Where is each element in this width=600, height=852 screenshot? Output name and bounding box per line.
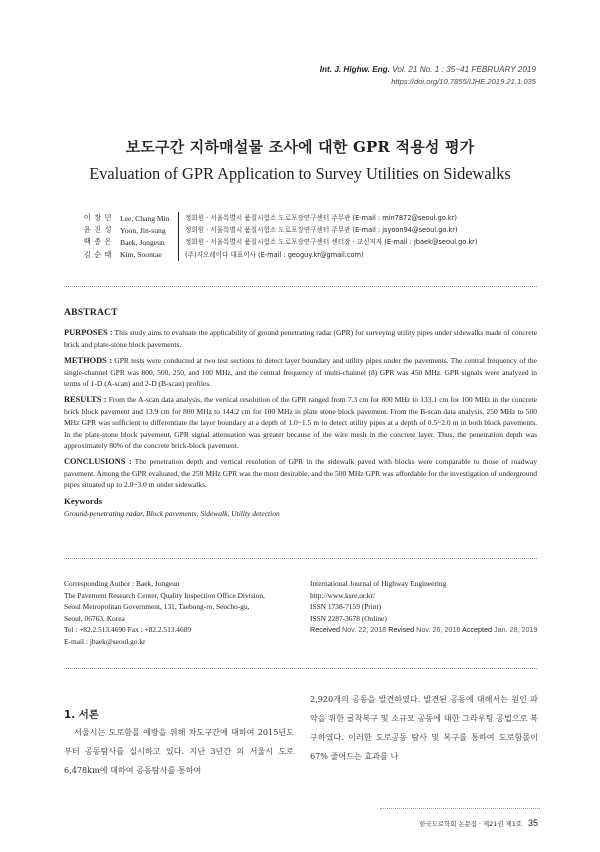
conclusions-label: CONCLUSIONS : <box>64 457 132 467</box>
corr-line: Seoul Metropolitan Government, 131, Taebong-ro, Seocho-gu, <box>64 602 250 612</box>
results-text: From the A-scan data analysis, the vertical resolution of the GPR ranged from 7.3 cm for 800 MHz to 133.1 cm for 100 MHz in the concrete brick block pavement and 13.9 cm for 800 MHz to 144.2 cm for 100 MHz in plate stone block pavement. From the B-scan data analysis, 250 MHz to 500 MHz GPR was sufficient to differentiate the layer boundary at a depth of 1.0~1.5 m to detect utility pipes at a depth of 0.5~2.0 m in both block pavements. In the plate-stone block pavement, GPR signal attenuation was greater because of the wire mesh in the concrete layer. Thus, the penetration depth was approximately 80% of the concrete brick-block pavement. <box>64 395 537 451</box>
author-affiliation: 정회원 · 서울특별시 품질시험소 도로포장연구센터 주무관 (E-mail : jsyoon94@seoul.go.kr) <box>178 224 458 236</box>
author-name-en: Baek, Jongeun <box>120 237 165 247</box>
conclusions-paragraph <box>64 456 537 490</box>
author-affiliation: 정회원 · 서울특별시 품질시험소 도로포장연구센터 센터장 · 교신저자 (E-mail : jbaek@seoul.go.kr) <box>178 236 477 248</box>
results-paragraph <box>64 394 537 451</box>
divider <box>64 558 537 559</box>
page-number: 35 <box>527 818 538 828</box>
title-korean: 보도구간 지하매설물 조사에 대한 GPR 적용성 평가 <box>125 138 475 156</box>
journal-volume: Vol. 21 No. 1 : 35~41 FEBRUARY 2019 <box>392 65 536 74</box>
author-name-en: Yoon, Jin-sung <box>120 225 166 235</box>
footer-divider <box>380 808 540 809</box>
revised-label: Revised <box>388 625 415 635</box>
author-name-ko: 백 종 은 <box>83 237 112 247</box>
journal-name: Int. J. Highw. Eng. <box>319 65 390 74</box>
abstract-heading: ABSTRACT <box>64 307 118 318</box>
received-date: Nov. 22, 2018 <box>341 625 387 635</box>
section-heading-intro: 1. 서론 <box>64 709 99 721</box>
author-name-en: Kim, Soontae <box>120 250 162 260</box>
author-list <box>64 212 544 261</box>
revised-date: Nov. 26, 2018 <box>416 625 461 635</box>
journal-info-line: International Journal of Highway Engineering <box>310 579 447 588</box>
accepted-date: Jan. 28, 2019 <box>493 625 538 635</box>
intro-left-column: 서울시는 도로함몰 예방을 위해 차도구간에 대하여 2015년도부터 공동탐사를 실시하고 있다. 지난 3년간 의 서울시 도로 6,478km에 대하여 공동탐사를 통하여 <box>64 727 294 775</box>
corr-line: The Pavement Research Center, Quality Inspection Office Division, <box>64 590 265 600</box>
corr-line: Tel : +82.2.513.4690 Fax : +82.2.513.4689 <box>64 625 192 635</box>
keywords-text: Ground-penetrating radar, Block pavements, Sidewalk, Utility detection <box>64 509 280 519</box>
journal-info-line: ISSN 2287-3678 (Online) <box>310 613 387 623</box>
corr-email[interactable]: E-mail : jbaek@seoul.go.kr <box>64 636 146 646</box>
methods-label: METHODS : <box>64 356 113 366</box>
dates-line <box>310 624 540 636</box>
divider <box>64 668 537 669</box>
author-row <box>64 236 544 248</box>
corr-line: Seoul, 06763, Korea <box>64 613 125 623</box>
divider <box>64 286 537 287</box>
author-name-ko: 이 창 민 <box>83 213 112 223</box>
abstract-section <box>64 307 537 520</box>
doi-link[interactable]: https://doi.org/10.7855/IJHE.2019.21.1.035 <box>391 77 536 86</box>
page-footer <box>419 818 538 828</box>
intro-right-column: 2,920개의 공동을 발견하였다. 발견된 공동에 대해서는 원인 파악을 위한 굴착복구 및 소규모 공동에 대한 그라우팅 공법으로 복구하였다. 이러한 도로공동 탐사 및 복구를 통하여 도로함몰이 67% 줄어드는 효과를 나 <box>310 694 538 761</box>
author-row <box>64 249 544 261</box>
footer-journal: 한국도로학회 논문집 · 제21권 제1호 <box>419 820 522 828</box>
journal-url[interactable]: http://www.ksre.or.kr/ <box>310 590 376 600</box>
accepted-label: Accepted <box>462 625 492 635</box>
author-affiliation: 정회원 · 서울특별시 품질시험소 도로포장연구센터 주무관 (E-mail : min7872@seoul.go.kr) <box>178 212 457 224</box>
author-row <box>64 224 544 236</box>
journal-info-line: ISSN 1738-7159 (Print) <box>310 602 382 612</box>
conclusions-text: The penetration depth and vertical resolution of GPR in the sidewalk paved with blocks were comparable to those of roadway pavement. Among the GPR evaluated, the 250 MHz GPR was the most desirable, and the 500 MHz GPR was affordable for the investigation of underground pipes situated up to 2.0~3.0 m under sidewalks. <box>64 457 537 490</box>
received-label: Received <box>310 625 340 635</box>
results-label: RESULTS : <box>64 395 107 405</box>
journal-header <box>320 64 536 87</box>
journal-info-block <box>310 578 540 636</box>
author-name-ko: 김 순 태 <box>83 249 112 259</box>
purposes-label: PURPOSES : <box>64 328 113 338</box>
corresponding-author-block <box>64 578 294 648</box>
methods-paragraph <box>64 355 537 389</box>
methods-text: GPR tests were conducted at two test sections to detect layer boundary and utility pipes under the pavements. The central frequency of the single-channel GPR was 800, 500, 250, and 100 MHz, and the central frequency of multi-channel (8) GPR was 450 MHz. GPR signals were analyzed in terms of 1-D (A-scan) and 2-D (B-scan) profiles. <box>64 356 538 389</box>
purposes-paragraph <box>64 327 537 350</box>
author-name-en: Lee, Chang Min <box>120 213 170 223</box>
corr-line: Corresponding Author : Baek, Jongeun <box>64 579 180 588</box>
title-english: Evaluation of GPR Application to Survey Utilities on Sidewalks <box>89 164 511 183</box>
purposes-text: This study aims to evaluate the applicability of ground penetrating radar (GPR) for surveying utility pipes under sidewalks made of concrete brick and plate-stone block pavements. <box>64 328 537 349</box>
keywords-heading: Keywords <box>64 495 103 506</box>
author-affiliation: (주)지오레이다 대표이사 (E-mail : geoguy.kr@gmail.com) <box>178 249 364 261</box>
author-name-ko: 윤 진 성 <box>83 225 112 235</box>
author-row <box>64 212 544 224</box>
